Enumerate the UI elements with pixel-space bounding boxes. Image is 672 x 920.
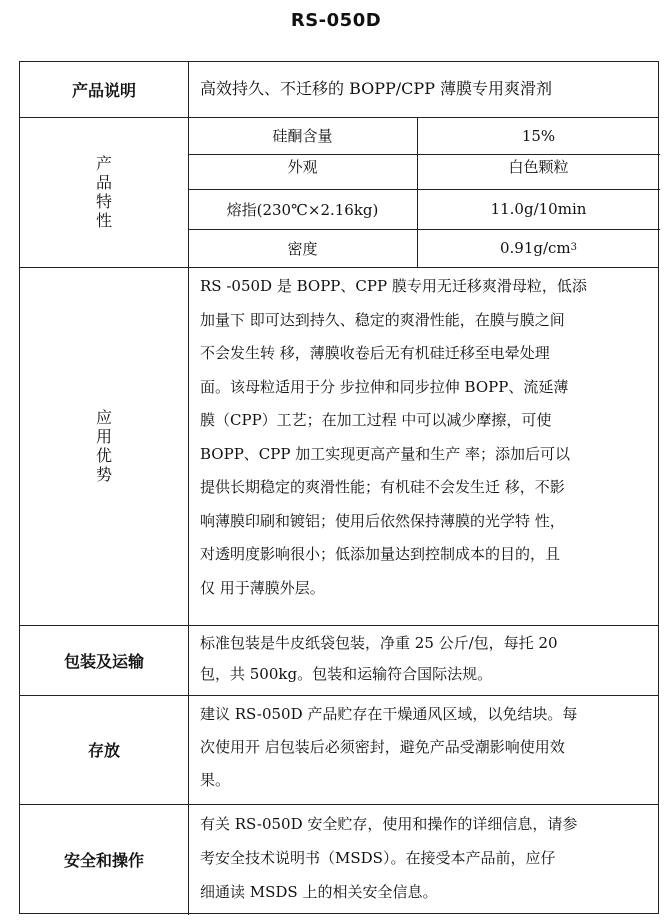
packaging-text: [200, 628, 646, 690]
storage-line: 次使用开 启包装后必须密封，避免产品受潮影响使用效: [200, 738, 565, 756]
properties-label-char: 性: [95, 211, 112, 230]
advantages-label-char: 优: [95, 446, 112, 465]
product-spec-table: [19, 61, 659, 914]
safety-text: [200, 807, 646, 909]
spec-name-appearance: 外观: [287, 158, 318, 176]
document-title: RS-050D: [290, 10, 382, 31]
advantages-label-char: 应: [95, 408, 112, 427]
advantages-line: BOPP、CPP 加工实现更高产量和生产 率；添加后可以: [200, 444, 570, 463]
advantages-line: 不会发生转 移，薄膜收卷后无有机硅迁移至电晕处理: [200, 344, 550, 362]
advantages-line: 加量下 即可达到持久、稳定的爽滑性能，在膜与膜之间: [200, 310, 565, 329]
properties-label: [20, 117, 188, 267]
advantages-line: 仅 用于薄膜外层。: [200, 578, 325, 597]
spec-value-density: 0.91g/cm 3: [499, 239, 578, 257]
packaging-label: 包装及运输: [63, 651, 144, 671]
packaging-line: 包，共 500kg。包装和运输符合国际法规。: [200, 665, 493, 683]
spec-value-silicone: 15%: [521, 126, 556, 145]
description-label: 产品说明: [71, 81, 136, 100]
properties-label-char: 产: [95, 154, 112, 173]
spec-name-density: 密度: [287, 239, 318, 258]
advantages-label: [20, 267, 188, 625]
advantages-line: 面。该母粒适用于分 步拉伸和同步拉伸 BOPP、流延薄: [200, 377, 569, 396]
spec-value-appearance: 白色颗粒: [508, 158, 569, 176]
safety-line: 考安全技术说明书（MSDS）。在接受本产品前，应仔: [200, 849, 556, 867]
packaging-line: 标准包装是牛皮纸袋包装，净重 25 公斤/包，每托 20: [200, 634, 558, 652]
advantages-line: 膜（CPP）工艺；在加工过程 中可以减少摩擦，可使: [200, 411, 552, 429]
spec-name-silicone: 硅酮含量: [272, 127, 333, 145]
safety-label: 安全和操作: [63, 851, 144, 870]
advantages-line: RS -050D 是 BOPP、CPP 膜专用无迁移爽滑母粒，低添: [200, 277, 587, 295]
advantages-text: [200, 270, 646, 605]
properties-label-char: 特: [95, 192, 112, 211]
storage-line: 果。: [200, 771, 231, 789]
storage-line: 建议 RS-050D 产品贮存在干燥通风区域，以免结块。每: [200, 705, 578, 723]
description-text: 高效持久、不迁移的 BOPP/CPP 薄膜专用爽滑剂: [200, 79, 553, 98]
safety-line: 细通读 MSDS 上的相关安全信息。: [200, 883, 438, 901]
advantages-line: 响薄膜印刷和镀铝；使用后依然保持薄膜的光学特 性，: [200, 511, 565, 530]
density-value: 0.91g/cm: [499, 239, 571, 257]
storage-label: 存放: [87, 741, 120, 760]
advantages-label-char: 势: [95, 465, 112, 484]
advantages-line: 提供长期稳定的爽滑性能；有机硅不会发生迁 移，不影: [200, 478, 565, 496]
spec-name-melt-index: 熔指(230℃×2.16kg): [226, 200, 379, 219]
advantages-label-char: 用: [95, 427, 112, 446]
advantages-line: 对透明度影响很小；低添加量达到控制成本的目的，且: [200, 545, 561, 563]
storage-text: [200, 698, 646, 797]
safety-line: 有关 RS-050D 安全贮存，使用和操作的详细信息，请参: [200, 815, 578, 833]
spec-value-melt-index: 11.0g/10min: [490, 200, 587, 218]
properties-label-char: 品: [95, 173, 112, 192]
